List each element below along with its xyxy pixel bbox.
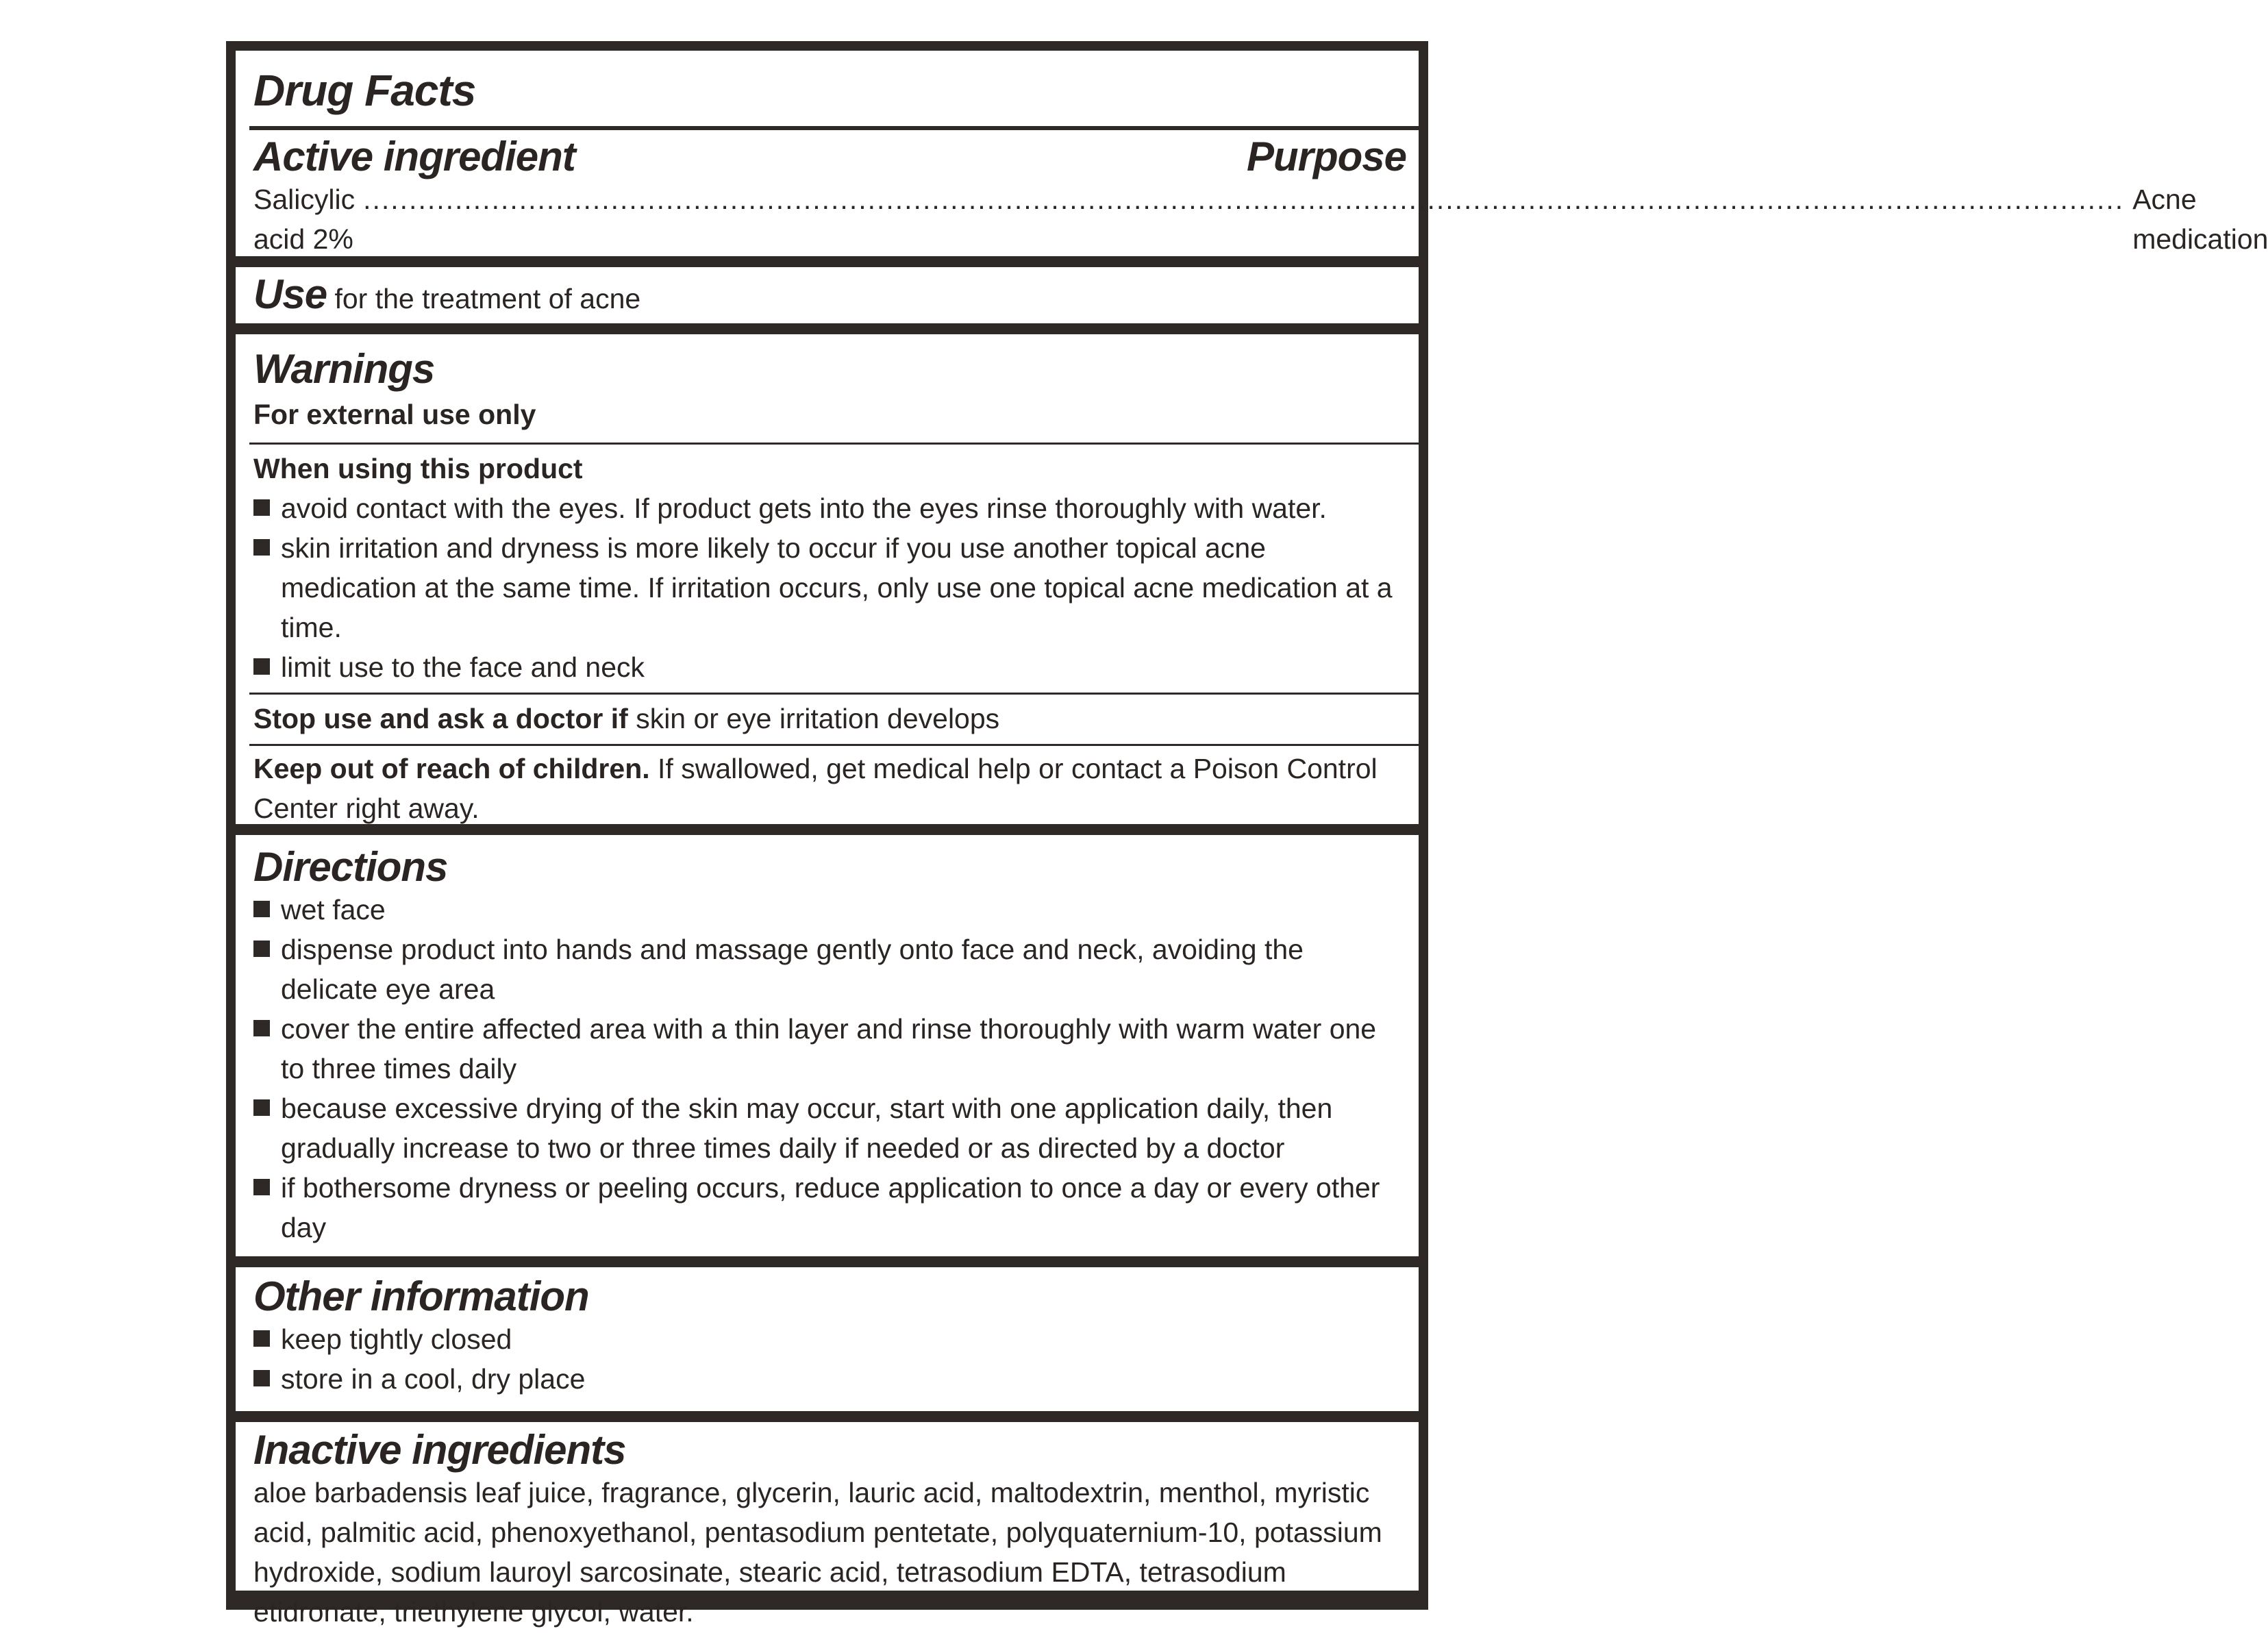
use-panel (236, 267, 1419, 323)
leader-dots (363, 179, 2124, 219)
list-item: because excessive drying of the skin may occur, start with one application daily, then gradually increase to two or three times daily if needed or as directed by a doctor (253, 1088, 1406, 1168)
other-information-list (253, 1319, 1406, 1399)
keep-out-heading: Keep out of reach of children. (253, 753, 650, 784)
warnings-panel (236, 334, 1419, 824)
list-item: if bothersome dryness or peeling occurs, reduce application to once a day or every other day (253, 1168, 1406, 1247)
list-item: avoid contact with the eyes. If product gets into the eyes rinse thoroughly with water. (253, 488, 1406, 528)
warnings-rule-3 (249, 744, 1419, 746)
list-item: dispense product into hands and massage gently onto face and neck, avoiding the delicate eye area (253, 930, 1406, 1009)
bullet-square-icon (253, 1099, 270, 1116)
bullet-square-icon (253, 499, 270, 516)
active-ingredient-heading: Active ingredient (253, 133, 575, 179)
other-information-panel (236, 1267, 1419, 1411)
directions-heading: Directions (253, 844, 448, 890)
inactive-ingredients-text: aloe barbadensis leaf juice, fragrance, glycerin, lauric acid, maltodextrin, menthol, myristic acid, palmitic acid, phenoxyethanol, pentasodium pentetate, polyquaternium-10, potassium hydroxide, sodium lauroyl sarcosinate, stearic acid, tetrasodium EDTA, tetrasodium etidronate, triethylene glycol, water. (253, 1477, 1382, 1628)
stop-use-heading: Stop use and ask a doctor if (253, 703, 628, 734)
other-information-heading: Other information (253, 1273, 589, 1319)
stop-use-text: skin or eye irritation develops (636, 703, 1000, 734)
title-rule (249, 126, 1419, 130)
bullet-square-icon (253, 1020, 270, 1036)
bullet-square-icon (253, 658, 270, 675)
warnings-rule-1 (249, 443, 1419, 445)
purpose-heading: Purpose (1246, 133, 1406, 179)
drug-facts-title: Drug Facts (253, 66, 476, 115)
active-ingredient-name: Salicylic acid 2% (253, 183, 356, 255)
bullet-square-icon (253, 941, 270, 957)
list-item: skin irritation and dryness is more likely to occur if you use another topical acne medication at the same time. If irritation occurs, only use one topical acne medication at a time. (253, 528, 1406, 647)
warnings-rule-2 (249, 693, 1419, 695)
active-ingredient-row (253, 179, 2268, 259)
use-line (253, 272, 640, 319)
keep-out-line (253, 749, 1406, 828)
when-using-list (253, 488, 1406, 687)
bullet-square-icon (253, 539, 270, 556)
list-item: store in a cool, dry place (253, 1359, 1406, 1399)
list-item: keep tightly closed (253, 1319, 1406, 1359)
bullet-square-icon (253, 901, 270, 917)
list-item: cover the entire affected area with a thin layer and rinse thoroughly with warm water one to three times daily (253, 1009, 1406, 1088)
use-heading: Use (253, 271, 327, 317)
stop-use-line (253, 699, 1406, 738)
external-use-text: For external use only (253, 399, 536, 430)
when-using-heading: When using this product (253, 453, 583, 484)
list-item: wet face (253, 890, 1406, 930)
inactive-ingredients-panel (236, 1422, 1419, 1628)
bullet-square-icon (253, 1179, 270, 1195)
bullet-square-icon (253, 1330, 270, 1347)
active-header-row (253, 134, 1406, 179)
list-item: limit use to the face and neck (253, 647, 1406, 687)
inactive-ingredients-heading: Inactive ingredients (253, 1427, 626, 1473)
warnings-heading: Warnings (253, 346, 435, 392)
drug-facts-label (226, 41, 2268, 1628)
use-text: for the treatment of acne (334, 283, 641, 314)
active-ingredient-panel (236, 51, 2268, 256)
keep-out-text: If swallowed, get medical help or contact a Poison Control Center right away. (253, 753, 1378, 824)
bullet-square-icon (253, 1370, 270, 1386)
directions-list (253, 890, 1406, 1247)
active-ingredient-purpose: Acne medication (2132, 183, 2268, 255)
directions-panel (236, 835, 1419, 1256)
